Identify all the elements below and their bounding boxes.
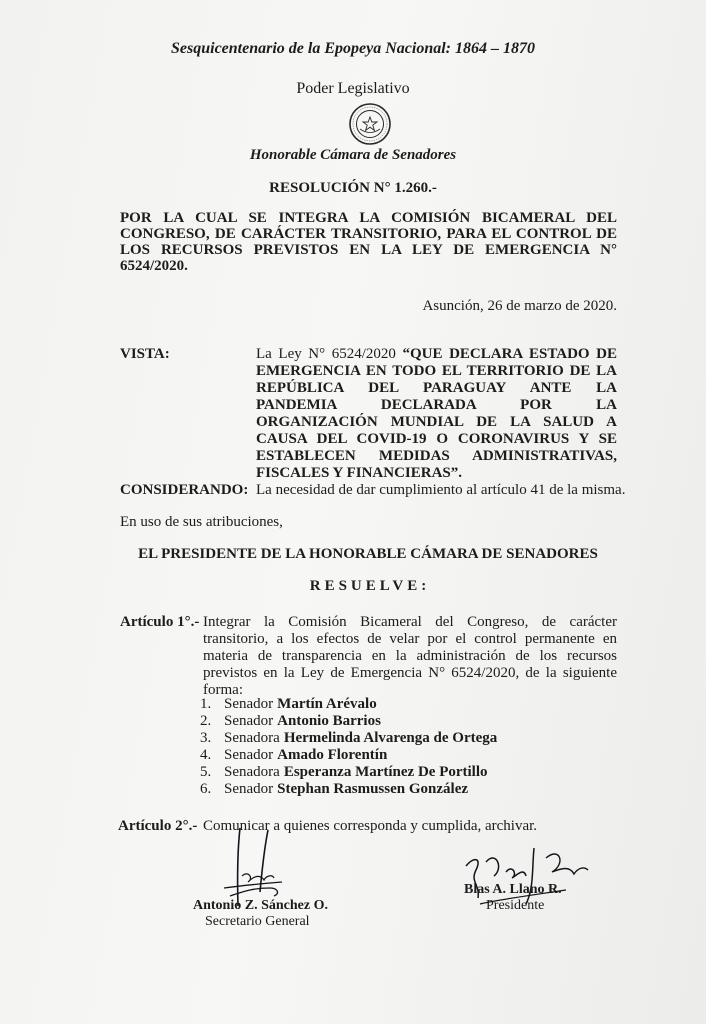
senator-list	[200, 696, 497, 798]
vista-label: VISTA:	[120, 346, 170, 362]
list-item	[200, 764, 497, 781]
senator-name: Hermelinda Alvarenga de Ortega	[283, 730, 498, 746]
senator-role: Senadora	[224, 764, 280, 780]
senator-name: Antonio Barrios	[277, 713, 381, 729]
list-item	[200, 781, 497, 798]
secretary-name: Antonio Z. Sánchez O.	[193, 898, 328, 913]
resolution-number: RESOLUCIÓN N° 1.260.-	[269, 180, 437, 196]
item-number: 3.	[200, 730, 212, 746]
president-name: Blas A. Llano R.	[464, 882, 562, 897]
list-item	[200, 696, 497, 713]
senator-name: Amado Florentín	[277, 747, 388, 763]
poder-legislativo-heading: Poder Legislativo	[296, 80, 410, 97]
articulo-2-text: Comunicar a quienes corresponda y cumplida, archivar.	[203, 818, 538, 834]
senator-role: Senador	[224, 781, 274, 797]
senator-role: Senador	[224, 747, 274, 763]
list-item	[200, 713, 497, 730]
considerando-text: La necesidad de dar cumplimiento al artículo 41 de la misma.	[256, 482, 626, 498]
list-item	[200, 730, 497, 747]
camara-heading: Honorable Cámara de Senadores	[249, 147, 457, 163]
senator-name: Esperanza Martínez De Portillo	[283, 764, 488, 780]
resolution-title: POR LA CUAL SE INTEGRA LA COMISIÓN BICAMERAL DEL CONGRESO, DE CARÁCTER TRANSITORIO, PARA EL CONTROL DE LOS RECURSOS PREVISTOS EN LA LEY DE EMERGENCIA N° 6524/2020.	[120, 210, 617, 274]
articulo-2-label: Artículo 2°.-	[118, 818, 198, 834]
senator-role: Senador	[224, 713, 274, 729]
vista-law-title: “QUE DECLARA ESTADO DE EMERGENCIA EN TODO EL TERRITORIO DE LA REPÚBLICA DEL PARAGUAY ANTE LA PANDEMIA DECLARADA POR LA ORGANIZACIÓN MUNDIAL DE LA SALUD A CAUSA DEL COVID-19 O CORONAVIRUS Y SE ESTABLECEN MEDIDAS ADMINISTRATIVAS, FISCALES Y FINANCIERAS”.	[256, 346, 617, 481]
senator-role: Senador	[224, 696, 274, 712]
item-number: 2.	[200, 713, 212, 729]
list-item	[200, 747, 497, 764]
presidente-heading: EL PRESIDENTE DE LA HONORABLE CÁMARA DE SENADORES	[138, 546, 598, 562]
item-number: 1.	[200, 696, 212, 712]
item-number: 5.	[200, 764, 212, 780]
resuelve-heading: RESUELVE:	[309, 578, 431, 594]
resolution-date: Asunción, 26 de marzo de 2020.	[422, 298, 617, 314]
uso-atribuciones-text: En uso de sus atribuciones,	[120, 514, 283, 530]
articulo-1-label: Artículo 1°.-	[120, 614, 200, 630]
item-number: 6.	[200, 781, 212, 797]
senator-name: Martín Arévalo	[277, 696, 377, 712]
president-title: Presidente	[486, 898, 545, 913]
secretary-title: Secretario General	[205, 914, 310, 929]
considerando-label: CONSIDERANDO:	[120, 482, 249, 498]
vista-text	[256, 346, 617, 482]
vista-intro: La Ley N° 6524/2020	[256, 346, 403, 362]
item-number: 4.	[200, 747, 212, 763]
articulo-1-text: Integrar la Comisión Bicameral del Congreso, de carácter transitorio, a los efectos de velar por el control permanente en materia de transparencia en la administración de los recursos previstos en la Ley de Emergencia N° 6524/2020, de la siguiente forma:	[203, 614, 617, 698]
senator-name: Stephan Rasmussen González	[277, 781, 469, 797]
senate-seal-icon	[348, 102, 392, 146]
senator-role: Senadora	[224, 730, 280, 746]
motto-heading: Sesquicentenario de la Epopeya Nacional: 1864 – 1870	[171, 40, 535, 57]
